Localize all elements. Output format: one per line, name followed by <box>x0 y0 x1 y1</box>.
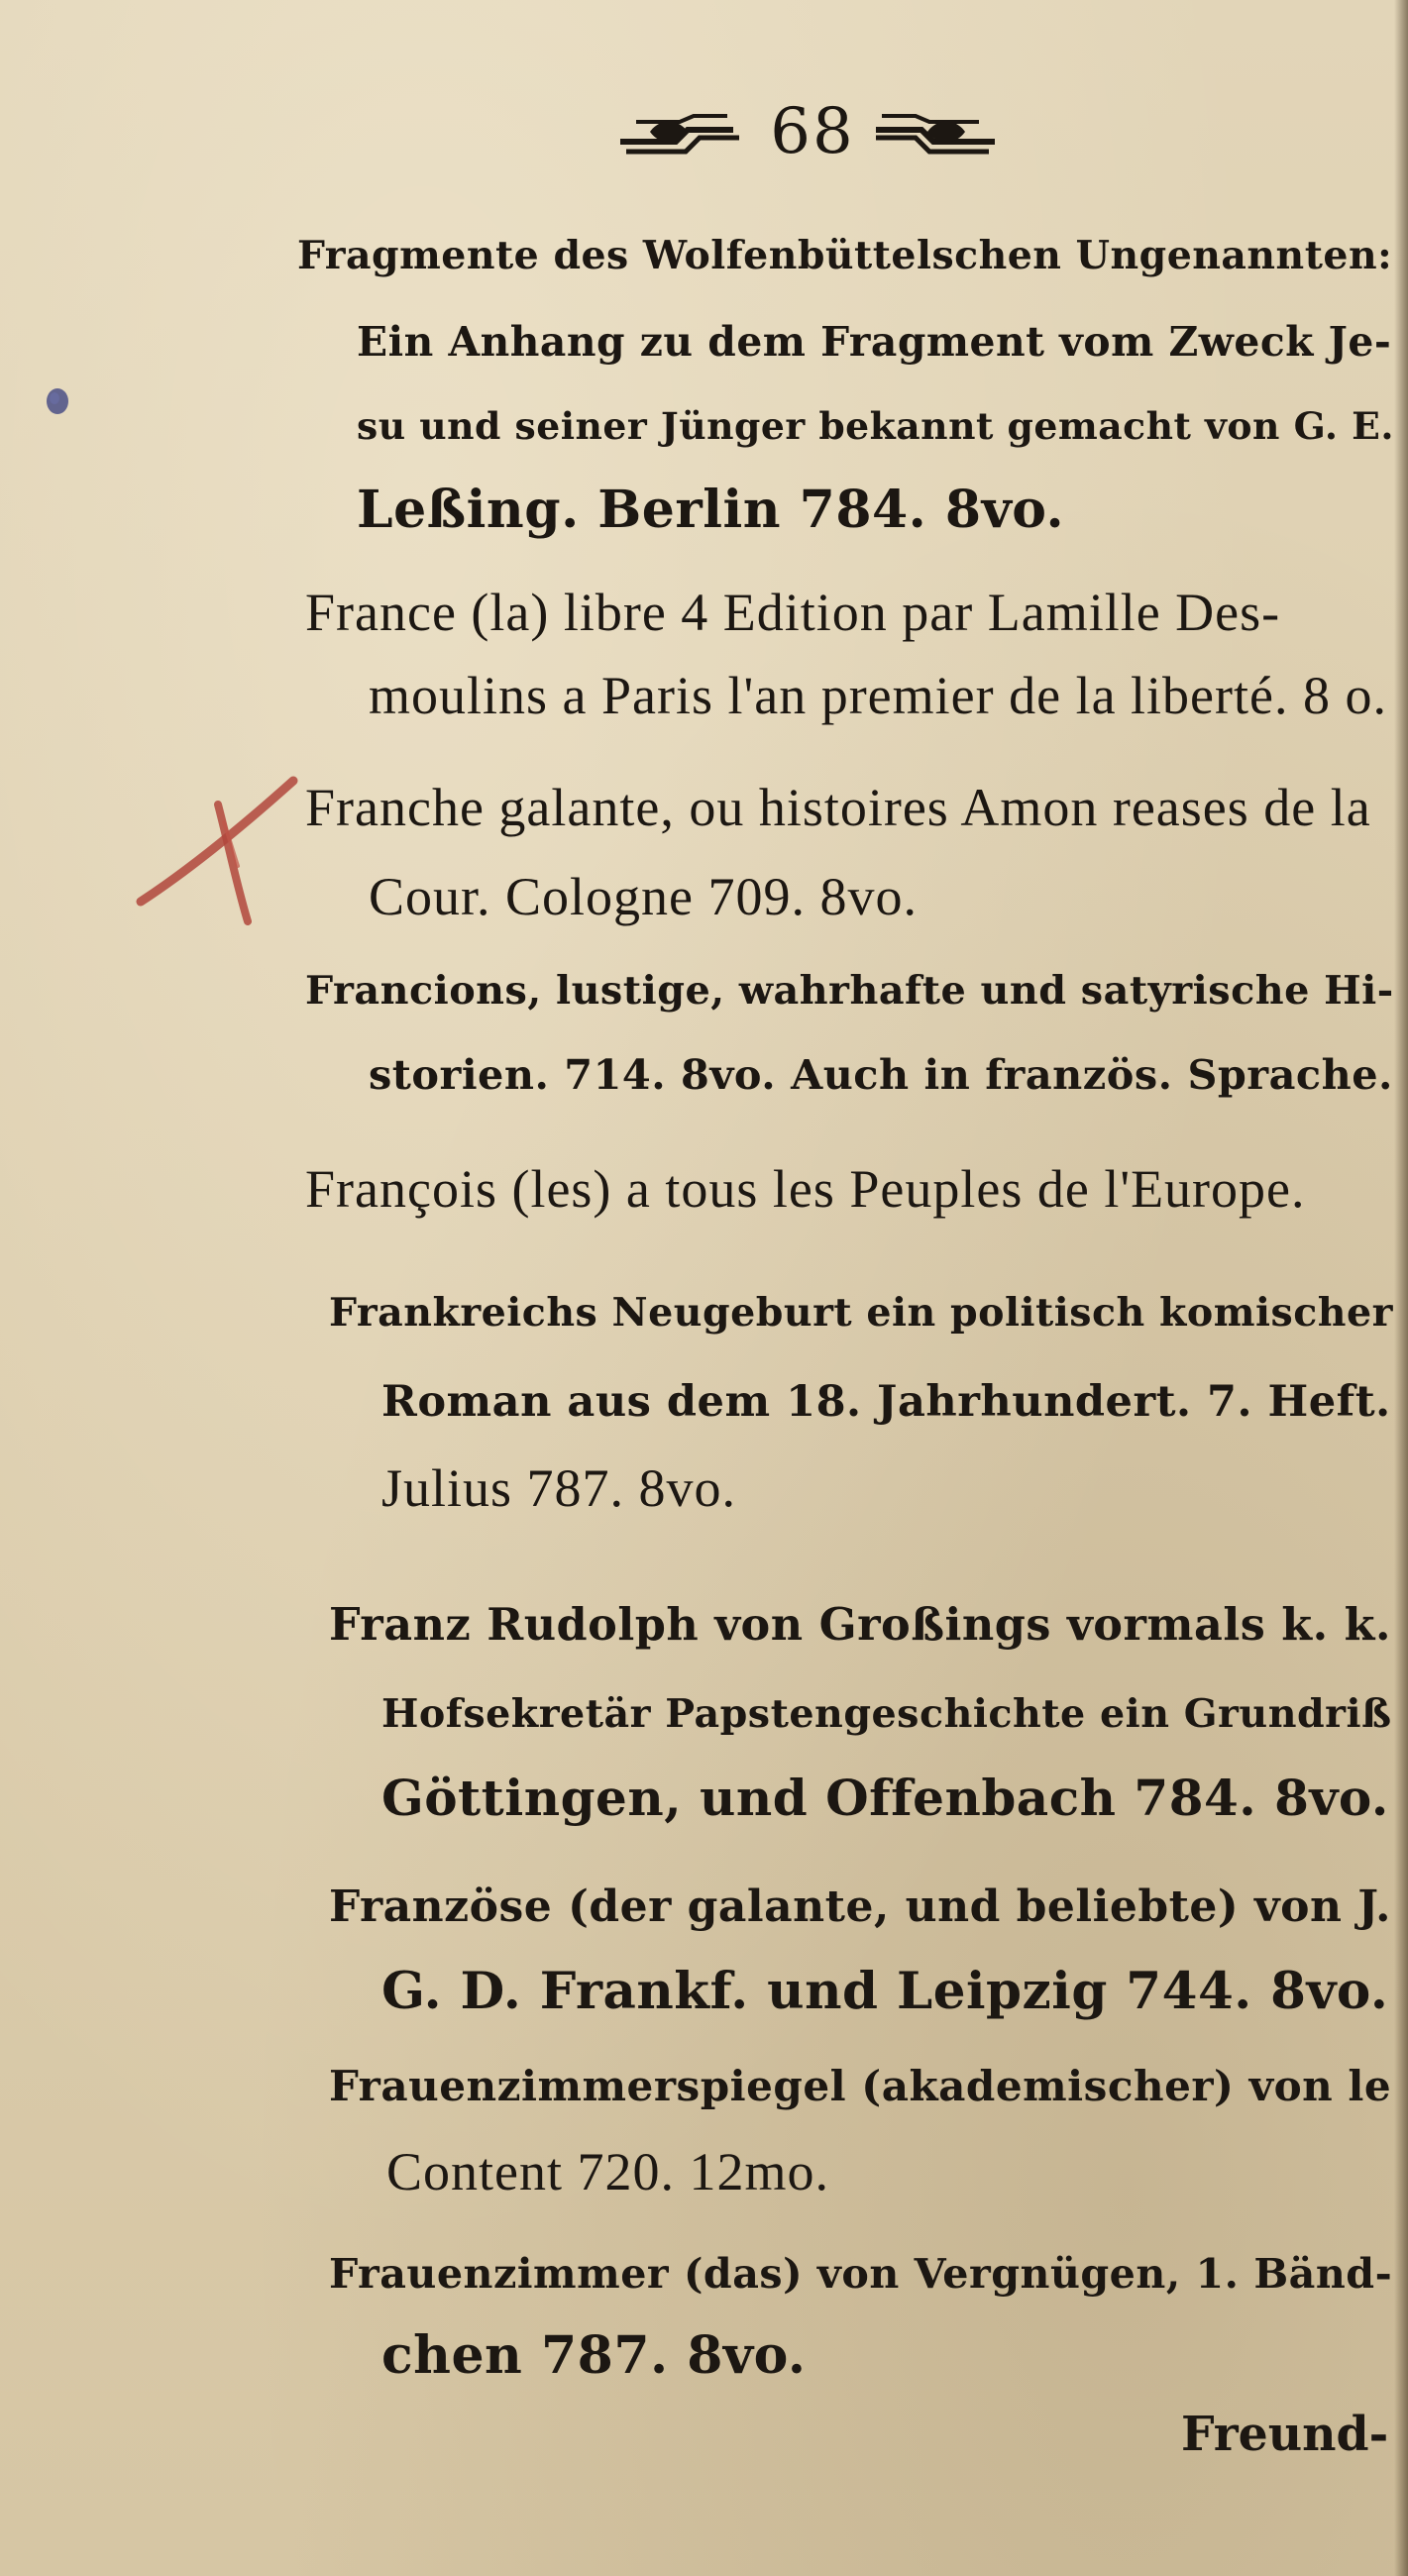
entry-line: Cour. Cologne 709. 8vo. <box>369 867 919 926</box>
entry-line: Franche galante, ou histoires Amon reases de la <box>305 778 1371 837</box>
entry-line: Leßing. Berlin 784. 8vo. <box>357 480 1065 540</box>
entry-line: Francions, lustige, wahrhafte und satyrische Hi- <box>305 968 1394 1014</box>
entry-line: France (la) libre 4 Edition par Lamille Des- <box>305 583 1281 642</box>
entry-line: chen 787. 8vo. <box>381 2325 807 2386</box>
entry-line: Julius 787. 8vo. <box>381 1458 737 1518</box>
entry-line: François (les) a tous les Peuples de l'Europe. <box>305 1159 1306 1219</box>
ornament-right-icon <box>872 112 999 156</box>
page-edge-shadow <box>1394 0 1408 2576</box>
entry-line: Fragmente des Wolfenbüttelschen Ungenannten: <box>297 233 1393 278</box>
entry-line: Ein Anhang zu dem Fragment vom Zweck Je- <box>357 318 1392 366</box>
ornament-left-icon <box>616 112 743 156</box>
entry-line: Französe (der galante, und beliebte) von J. <box>329 1881 1391 1932</box>
entry-line: Hofsekretär Papstengeschichte ein Grundriß <box>381 1691 1392 1737</box>
entry-line: G. D. Frankf. und Leipzig 744. 8vo. <box>381 1962 1389 2021</box>
entry-line: Frauenzimmer (das) von Vergnügen, 1. Bänd- <box>329 2249 1393 2298</box>
entry-line: storien. 714. 8vo. Auch in französ. Sprache. <box>369 1050 1393 1099</box>
entry-line: su und seiner Jünger bekannt gemacht von G. E. <box>357 404 1395 448</box>
catchword: Freund- <box>1181 2408 1389 2462</box>
page-number: 68 <box>770 95 855 168</box>
page-header <box>0 94 1408 173</box>
ink-dot-mark-icon <box>40 381 75 421</box>
entry-line: Content 720. 12mo. <box>386 2142 829 2201</box>
entry-line: Roman aus dem 18. Jahrhundert. 7. Heft. <box>381 1377 1391 1427</box>
entry-line: Franz Rudolph von Großings vormals k. k. <box>329 1599 1391 1651</box>
entry-line: Frankreichs Neugeburt ein politisch komischer <box>329 1290 1393 1336</box>
entry-line: Göttingen, und Offenbach 784. 8vo. <box>381 1769 1389 1827</box>
entry-line: Frauenzimmerspiegel (akademischer) von le <box>329 2061 1392 2110</box>
entry-line: moulins a Paris l'an premier de la liberté. 8 o. <box>369 666 1387 725</box>
red-pencil-cross-mark-icon <box>127 763 305 931</box>
